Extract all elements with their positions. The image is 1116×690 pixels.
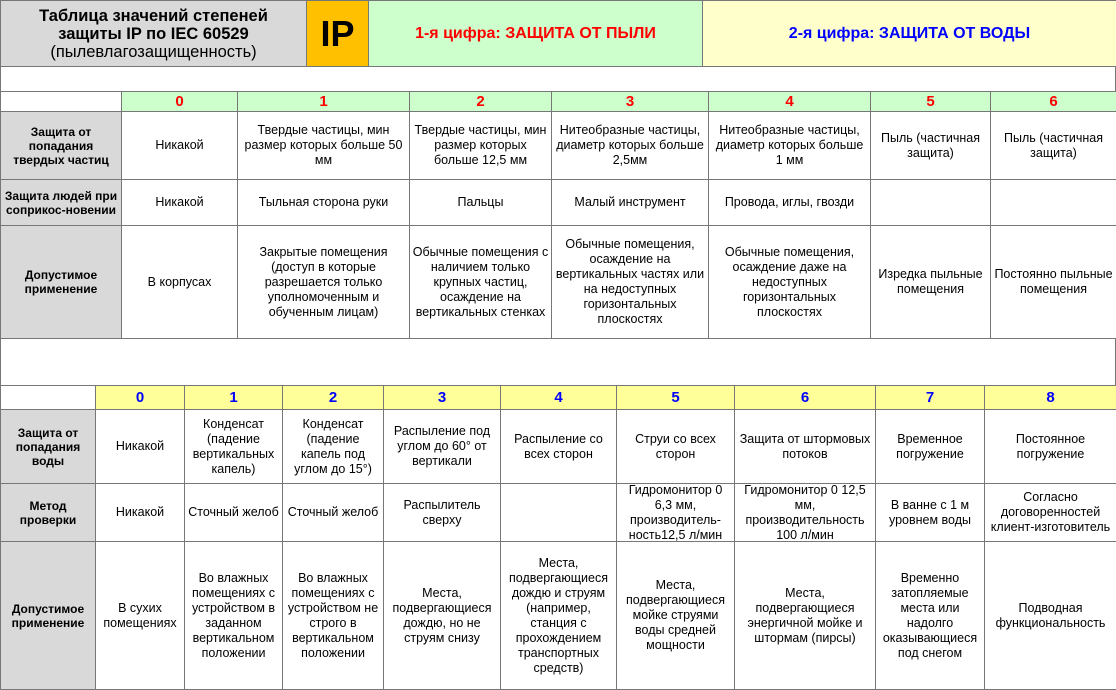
table-cell: Никакой bbox=[96, 484, 185, 542]
digit-header-3: 3 bbox=[384, 386, 501, 410]
table-cell: Пыль (частичная защита) bbox=[991, 112, 1116, 180]
table-cell: Никакой bbox=[122, 112, 238, 180]
spacer-row-2 bbox=[0, 339, 1116, 386]
digit2-prefix: 2-я цифра: bbox=[788, 25, 879, 42]
digit-header-5: 5 bbox=[871, 92, 991, 112]
table-cell: Подводная функциональность bbox=[985, 542, 1116, 690]
table-cell: Согласно договоренностей клиент-изготовитель bbox=[985, 484, 1116, 542]
ip-badge: IP bbox=[307, 1, 369, 67]
row-label: Защита от попадания воды bbox=[1, 410, 96, 484]
digit-header-7: 7 bbox=[876, 386, 985, 410]
table-cell: Закрытые помещения (доступ в которые разрешается только уполномоченным и обученным лицам) bbox=[238, 226, 410, 339]
table-cell bbox=[501, 484, 617, 542]
table-title bbox=[1, 1, 307, 67]
table-cell: Во влажных помещениях с устройством не строго в вертикальном положении bbox=[283, 542, 384, 690]
table-cell: Места, подвергающиеся энергичной мойке и штормам (пирсы) bbox=[735, 542, 876, 690]
digit-header-1: 1 bbox=[238, 92, 410, 112]
digit1-label: ЗАЩИТА ОТ ПЫЛИ bbox=[505, 25, 656, 42]
digit-header-1: 1 bbox=[185, 386, 283, 410]
table-cell: В сухих помещениях bbox=[96, 542, 185, 690]
table-cell: Нитеобразные частицы, диаметр которых больше 1 мм bbox=[709, 112, 871, 180]
digit-header-5: 5 bbox=[617, 386, 735, 410]
table-cell: Временное погружение bbox=[876, 410, 985, 484]
table-cell: Твердые частицы, мин размер которых больше 12,5 мм bbox=[410, 112, 552, 180]
dust-protection-table bbox=[0, 91, 1116, 339]
row-label: Защита от попадания твердых частиц bbox=[1, 112, 122, 180]
row-label: Метод проверки bbox=[1, 484, 96, 542]
table-cell: Струи со всех сторон bbox=[617, 410, 735, 484]
table-cell: Временно затопляемые места или надолго оказывающиеся под снегом bbox=[876, 542, 985, 690]
digit1-heading bbox=[369, 1, 703, 67]
table-cell: Провода, иглы, гвозди bbox=[709, 180, 871, 226]
table-cell: Твердые частицы, мин размер которых больше 50 мм bbox=[238, 112, 410, 180]
table-cell: Малый инструмент bbox=[552, 180, 709, 226]
digit-header-2: 2 bbox=[283, 386, 384, 410]
water-protection-table bbox=[0, 385, 1116, 690]
table-cell: Обычные помещения с наличием только крупных частиц, осаждение на вертикальных стенках bbox=[410, 226, 552, 339]
corner-cell bbox=[1, 386, 96, 410]
title-line-3: (пылевлагозащищенность) bbox=[50, 42, 257, 61]
row-label: Допустимое применение bbox=[1, 542, 96, 690]
table-cell: Распыление со всех сторон bbox=[501, 410, 617, 484]
row-label: Допустимое применение bbox=[1, 226, 122, 339]
digit-header-0: 0 bbox=[96, 386, 185, 410]
table-cell: Защита от штормовых потоков bbox=[735, 410, 876, 484]
table-cell: Тыльная сторона руки bbox=[238, 180, 410, 226]
table-cell: Места, подвергающиеся дождю и струям (например, станция с прохождением транспортных средств) bbox=[501, 542, 617, 690]
table-cell: Места, подвергающиеся мойке струями воды средней мощности bbox=[617, 542, 735, 690]
table-cell: Конденсат (падение вертикальных капель) bbox=[185, 410, 283, 484]
table-cell: Распылитель сверху bbox=[384, 484, 501, 542]
digit2-label: ЗАЩИТА ОТ ВОДЫ bbox=[878, 25, 1031, 42]
digit-header-3: 3 bbox=[552, 92, 709, 112]
corner-cell bbox=[1, 92, 122, 112]
table-cell: Изредка пыльные помещения bbox=[871, 226, 991, 339]
table-cell: Никакой bbox=[96, 410, 185, 484]
table-cell: Гидромонитор 0 6,3 мм, производитель-ность12,5 л/мин bbox=[617, 484, 735, 542]
digit-header-8: 8 bbox=[985, 386, 1116, 410]
digit-header-2: 2 bbox=[410, 92, 552, 112]
table-cell: Конденсат (падение капель под углом до 15°) bbox=[283, 410, 384, 484]
table-cell: Обычные помещения, осаждение на вертикальных частях или на недоступных горизонтальных плоскостях bbox=[552, 226, 709, 339]
title-line-2: защиты IP по IEC 60529 bbox=[58, 24, 249, 43]
table-cell: Места, подвергающиеся дождю, но не струям снизу bbox=[384, 542, 501, 690]
spacer-row-1 bbox=[0, 67, 1116, 92]
digit-header-4: 4 bbox=[709, 92, 871, 112]
row-label: Защита людей при соприкос-новении bbox=[1, 180, 122, 226]
table-cell: В ванне с 1 м уровнем воды bbox=[876, 484, 985, 542]
table-cell: Сточный желоб bbox=[283, 484, 384, 542]
digit-header-6: 6 bbox=[991, 92, 1116, 112]
table-cell: Пыль (частичная защита) bbox=[871, 112, 991, 180]
digit1-prefix: 1-я цифра: bbox=[415, 25, 506, 42]
table-cell: Во влажных помещениях с устройством в заданном вертикальном положении bbox=[185, 542, 283, 690]
table-cell bbox=[991, 180, 1116, 226]
digit-header-0: 0 bbox=[122, 92, 238, 112]
title-line-1: Таблица значений степеней bbox=[39, 6, 268, 25]
table-cell: В корпусах bbox=[122, 226, 238, 339]
digit-header-4: 4 bbox=[501, 386, 617, 410]
table-cell: Никакой bbox=[122, 180, 238, 226]
table-cell: Обычные помещения, осаждение даже на недоступных горизонтальных плоскостях bbox=[709, 226, 871, 339]
table-cell: Распыление под углом до 60° от вертикали bbox=[384, 410, 501, 484]
digit-header-6: 6 bbox=[735, 386, 876, 410]
table-cell: Постоянное погружение bbox=[985, 410, 1116, 484]
table-cell: Сточный желоб bbox=[185, 484, 283, 542]
table-cell: Нитеобразные частицы, диаметр которых больше 2,5мм bbox=[552, 112, 709, 180]
table-cell: Гидромонитор 0 12,5 мм, производительность 100 л/мин bbox=[735, 484, 876, 542]
header-row bbox=[0, 0, 1116, 67]
table-cell bbox=[871, 180, 991, 226]
digit2-heading bbox=[703, 1, 1116, 67]
table-cell: Пальцы bbox=[410, 180, 552, 226]
table-cell: Постоянно пыльные помещения bbox=[991, 226, 1116, 339]
